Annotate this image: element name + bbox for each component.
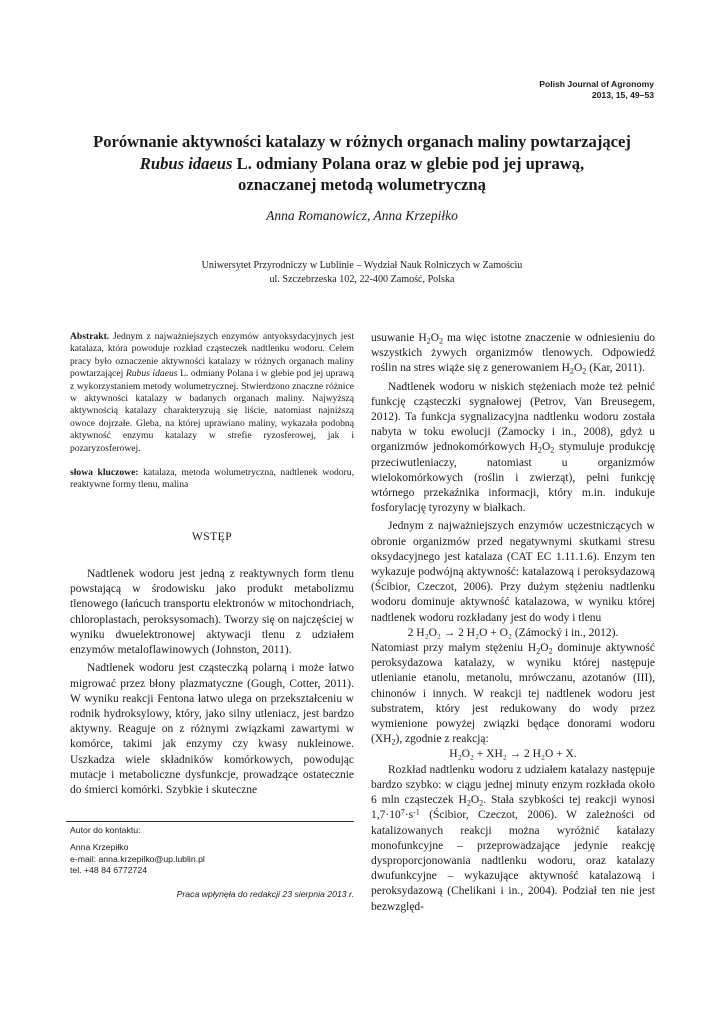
left-column bbox=[70, 331, 354, 798]
text-run: ma więc istotne znaczenie w odniesieniu do wszystkich żywych organizmów tlenowych. Odpowiedź roślin na stres wiąże się z generowaniem H bbox=[371, 332, 655, 375]
journal-issue: 2013, 15, 49–53 bbox=[591, 89, 654, 100]
intro-paragraph-1: Nadtlenek wodoru jest jedną z reaktywnych form tlenu powstającą w środowisku jako produkt metabolizmu tlenowego (łańcuch transportu elektronów w mitochondriach, chloroplastach, peroksysomach). Tworzy się on najczęściej w wyniku dwuelektronowej aktywacji tlenu z udziałem enzymów metaloflawinowych (Johnston, 2011). bbox=[70, 568, 354, 657]
text-run: O bbox=[573, 362, 583, 375]
text-run: O bbox=[541, 441, 551, 454]
title-species: Rubus idaeus bbox=[139, 153, 233, 173]
equation-peroxidase: H₂O₂ + XH₂ → 2 H₂O + X. bbox=[449, 748, 577, 761]
right-paragraph-1: Nadtlenek wodoru w niskich stężeniach może też pełnić funkcję cząsteczki sygnałowej (Petrov, Van Breusegem, 2012). Ta funkcja sygnalizacyjna nadtlenku wodoru została nabyta w toku ewolucji (Zamocky i in., 2008), gdyż u organizmów jednokomórkowych $H_2O_2$ stymuluje produkcję przeciwutleniaczy, natomiast u organizmów wielokomórkowych (roślin i zwierząt), pełni funkcję wtórnego przekaźnika informacji, który m.in. indukuje fosforylację tyrozyny w białkach. bbox=[371, 380, 655, 515]
text-run: ·s bbox=[404, 809, 414, 822]
received-date: Praca wpłynęła do redakcji 23 sierpnia 2013 r. bbox=[176, 888, 354, 899]
right-paragraph-2 bbox=[371, 519, 655, 625]
affiliation-line-1: Uniwersytet Przyrodniczy w Lublinie – Wydział Nauk Rolniczych w Zamościu bbox=[201, 260, 523, 271]
affiliation bbox=[0, 259, 724, 286]
text-run: Jednym z najważniejszych enzymów uczestniczących w obronie organizmów przed negatywnymi skutkami stresu oksydacyjnego jest katalaza (CAT EC 1.11.1.6). Enzym ten wykazuje podwójną aktywność: katalazową i peroksydazową (Ścibior, Czeczot, 2006). Przy dużym stężeniu nadtlenku wodoru dominuje aktywność katalazowa, w wyniku której nadtlenek wodoru rozkładany jest do wody i tlenu bbox=[371, 520, 655, 624]
contact-email: e-mail: anna.krzepilko@up.lublin.pl bbox=[70, 853, 205, 864]
contact-name: Anna Krzepiłko bbox=[70, 842, 129, 853]
footnote-divider bbox=[66, 821, 354, 822]
affiliation-line-2: ul. Szczebrzeska 102, 22-400 Zamość, Polska bbox=[269, 273, 455, 285]
abstract bbox=[70, 331, 354, 455]
contact-phone: tel. +48 84 6772724 bbox=[70, 865, 148, 876]
title-line-3: oznaczanej metodą wolumetryczną bbox=[238, 175, 486, 194]
text-run: O bbox=[470, 794, 480, 807]
abstract-text-b: L. odmiany Polana i w glebie pod jej uprawą z wykorzystaniem metody wolumetrycznej. Stwierdzono znaczne różnice w aktywności katalazy w badanych organach maliny. Najwyższą aktywnością katalazy charakteryzują się liście, natomiast najniższą owoce dojrzałe. Gleba, na której uprawiano maliny, wykazała podobną aktywność enzymu katalazy w strefie ryzosferowej, jak i pozaryzosferowej. bbox=[70, 368, 354, 454]
text-run: (Ścibior, Czeczot, 2006). W zależności od katalizowanych reakcji można wyróżnić katalazy monofunkcyjne – przeprowadzające jedynie reakcję dysproporcjonowania nadtlenku wodoru, oraz katalazy dwufunkcyjne – wykazujące aktywność katalazową i peroksydazową (Chelikani i in., 2004). Podział ten nie jest bezwzględ- bbox=[371, 809, 655, 913]
right-paragraph-4: Rozkład nadtlenku wodoru z udziałem katalazy następuje bardzo szybko: w ciągu jednej minuty enzym rozkłada około 6 mln cząsteczek $H_2O_2$. Stała szybkości tej reakcji wynosi $1,7\cdot 10^7\cdot s^{-1}$ (Ścibior, Czeczot, 2006). W zależności od katalizowanych reakcji można wyróżnić katalazy monofunkcyjne – przeprowadzające jedynie reakcję dysproporcjonowania nadtlenku wodoru, oraz katalazy dwufunkcyjne – wykazujące aktywność katalazową i peroksydazową (Chelikani i in., 2004). Podział ten nie jest bezwzględ- bbox=[371, 763, 655, 913]
text-run: Nadtlenek wodoru w niskich stężeniach może też pełnić funkcję cząsteczki sygnałowej (Petrov, Van Breusegem, 2012). Ta funkcja sygnalizacyjna nadtlenku wodoru została nabyta w toku ewolucji (Zamocky i in., 2008), gdyż u organizmów jednokomórkowych H bbox=[371, 380, 655, 454]
keywords-text: katalaza, metoda wolumetryczna, nadtlenek wodoru, reaktywne formy tlenu, malina bbox=[70, 467, 354, 491]
text-run: Rozkład nadtlenku wodoru z udziałem katalazy następuje bardzo szybko: w ciągu jednej minuty enzym rozkłada około 6 mln cząsteczek H bbox=[371, 763, 655, 807]
right-column bbox=[371, 331, 655, 915]
text-run: ), zgodnie z reakcją: bbox=[395, 733, 489, 746]
abstract-species: Rubus idaeus bbox=[125, 368, 178, 380]
section-heading-introduction: WSTĘP bbox=[191, 530, 233, 543]
journal-name: Polish Journal of Agronomy bbox=[539, 79, 654, 89]
equation-catalase: 2 H₂O₂ → 2 H₂O + O₂ (Zámocký i in., 2012). bbox=[407, 626, 619, 639]
text-run: dominuje aktywność peroksydazowa katalazy, w wyniku której następuje utlenianie etanolu, metanolu, mrówczanu, azotanów (III), chinonów i innych. W reakcji tej nadtlenek wodoru jest substratem, który jest redukowany do wody przez wymienione powyżej związki będące donorami wodoru (XH bbox=[371, 642, 655, 746]
keywords-label: słowa kluczowe: bbox=[70, 467, 139, 479]
intro-paragraph-2: Nadtlenek wodoru jest cząsteczką polarną i może łatwo migrować przez błony plazmatyczne (Gough, Cotter, 2011). W wyniku reakcji Fentona łatwo ulega on przekształceniu w rodnik hydroksylowy, który, jako silny utleniacz, jest bardzo aktywny. Reaguje on z różnymi związkami zawartymi w komórce, takimi jak enzymy czy kwasy nukleinowe. Uszkadza wiele składników komórkowych, powodując mutacje i metaboliczne dysfunkcje, prowadzące ostatecznie do śmierci komórki. Szybkie i skuteczne bbox=[70, 662, 354, 796]
text-run: (Kar, 2011). bbox=[586, 362, 645, 375]
journal-header bbox=[539, 79, 654, 100]
abstract-text-a: Jednym z najważniejszych enzymów antyoksydacyjnych jest katalaza, która powoduje rozkład cząsteczek nadtlenku wodoru. Celem pracy było oznaczenie aktywności katalazy w różnych organach maliny powtarzającej bbox=[70, 331, 354, 380]
paper-title bbox=[60, 131, 664, 196]
title-line-1: Porównanie aktywności katalazy w różnych organach maliny powtarzającej bbox=[93, 132, 631, 151]
title-line-2 bbox=[60, 153, 664, 175]
text-run: usuwanie H bbox=[371, 332, 427, 344]
title-line-2-rest: L. odmiany Polana oraz w glebie pod jej uprawą, bbox=[232, 153, 585, 173]
right-paragraph-0: usuwanie $H_2O_2$ ma więc istotne znaczenie w odniesieniu do wszystkich żywych organizmów tlenowych. Odpowiedź roślin na stres wiąże się z generowaniem $H_2O_2$ (Kar, 2011). bbox=[371, 332, 655, 376]
right-paragraph-3: Natomiast przy małym stężeniu $H_2O_2$ dominuje aktywność peroksydazowa katalazy, w wyniku której następuje utlenianie etanolu, metanolu, mrówczanu, azotanów (III), chinonów i innych. W reakcji tej nadtlenek wodoru jest substratem, który jest redukowany do wody przez wymienione powyżej związki będące donorami wodoru $(XH_2)$, zgodnie z reakcją: bbox=[371, 642, 655, 747]
text-run: stymuluje produkcję przeciwutleniaczy, natomiast u organizmów wielokomórkowych (roślin i zwierząt), pełni funkcję wtórnego przekaźnika informacji, który m.in. indukuje fosforylację tyrozyny w białkach. bbox=[371, 441, 655, 515]
text-run: . Stała szybkości tej reakcji wynosi 1,7·10 bbox=[371, 794, 655, 822]
text-run: Natomiast przy małym stężeniu H bbox=[371, 642, 537, 655]
author-list: Anna Romanowicz, Anna Krzepiłko bbox=[266, 208, 458, 223]
abstract-label: Abstrakt. bbox=[70, 331, 110, 342]
text-run: O bbox=[430, 332, 439, 344]
keywords bbox=[70, 467, 354, 492]
contact-footnote bbox=[70, 825, 354, 900]
text-run: O bbox=[540, 642, 549, 655]
contact-label: Autor do kontaktu: bbox=[70, 825, 141, 835]
